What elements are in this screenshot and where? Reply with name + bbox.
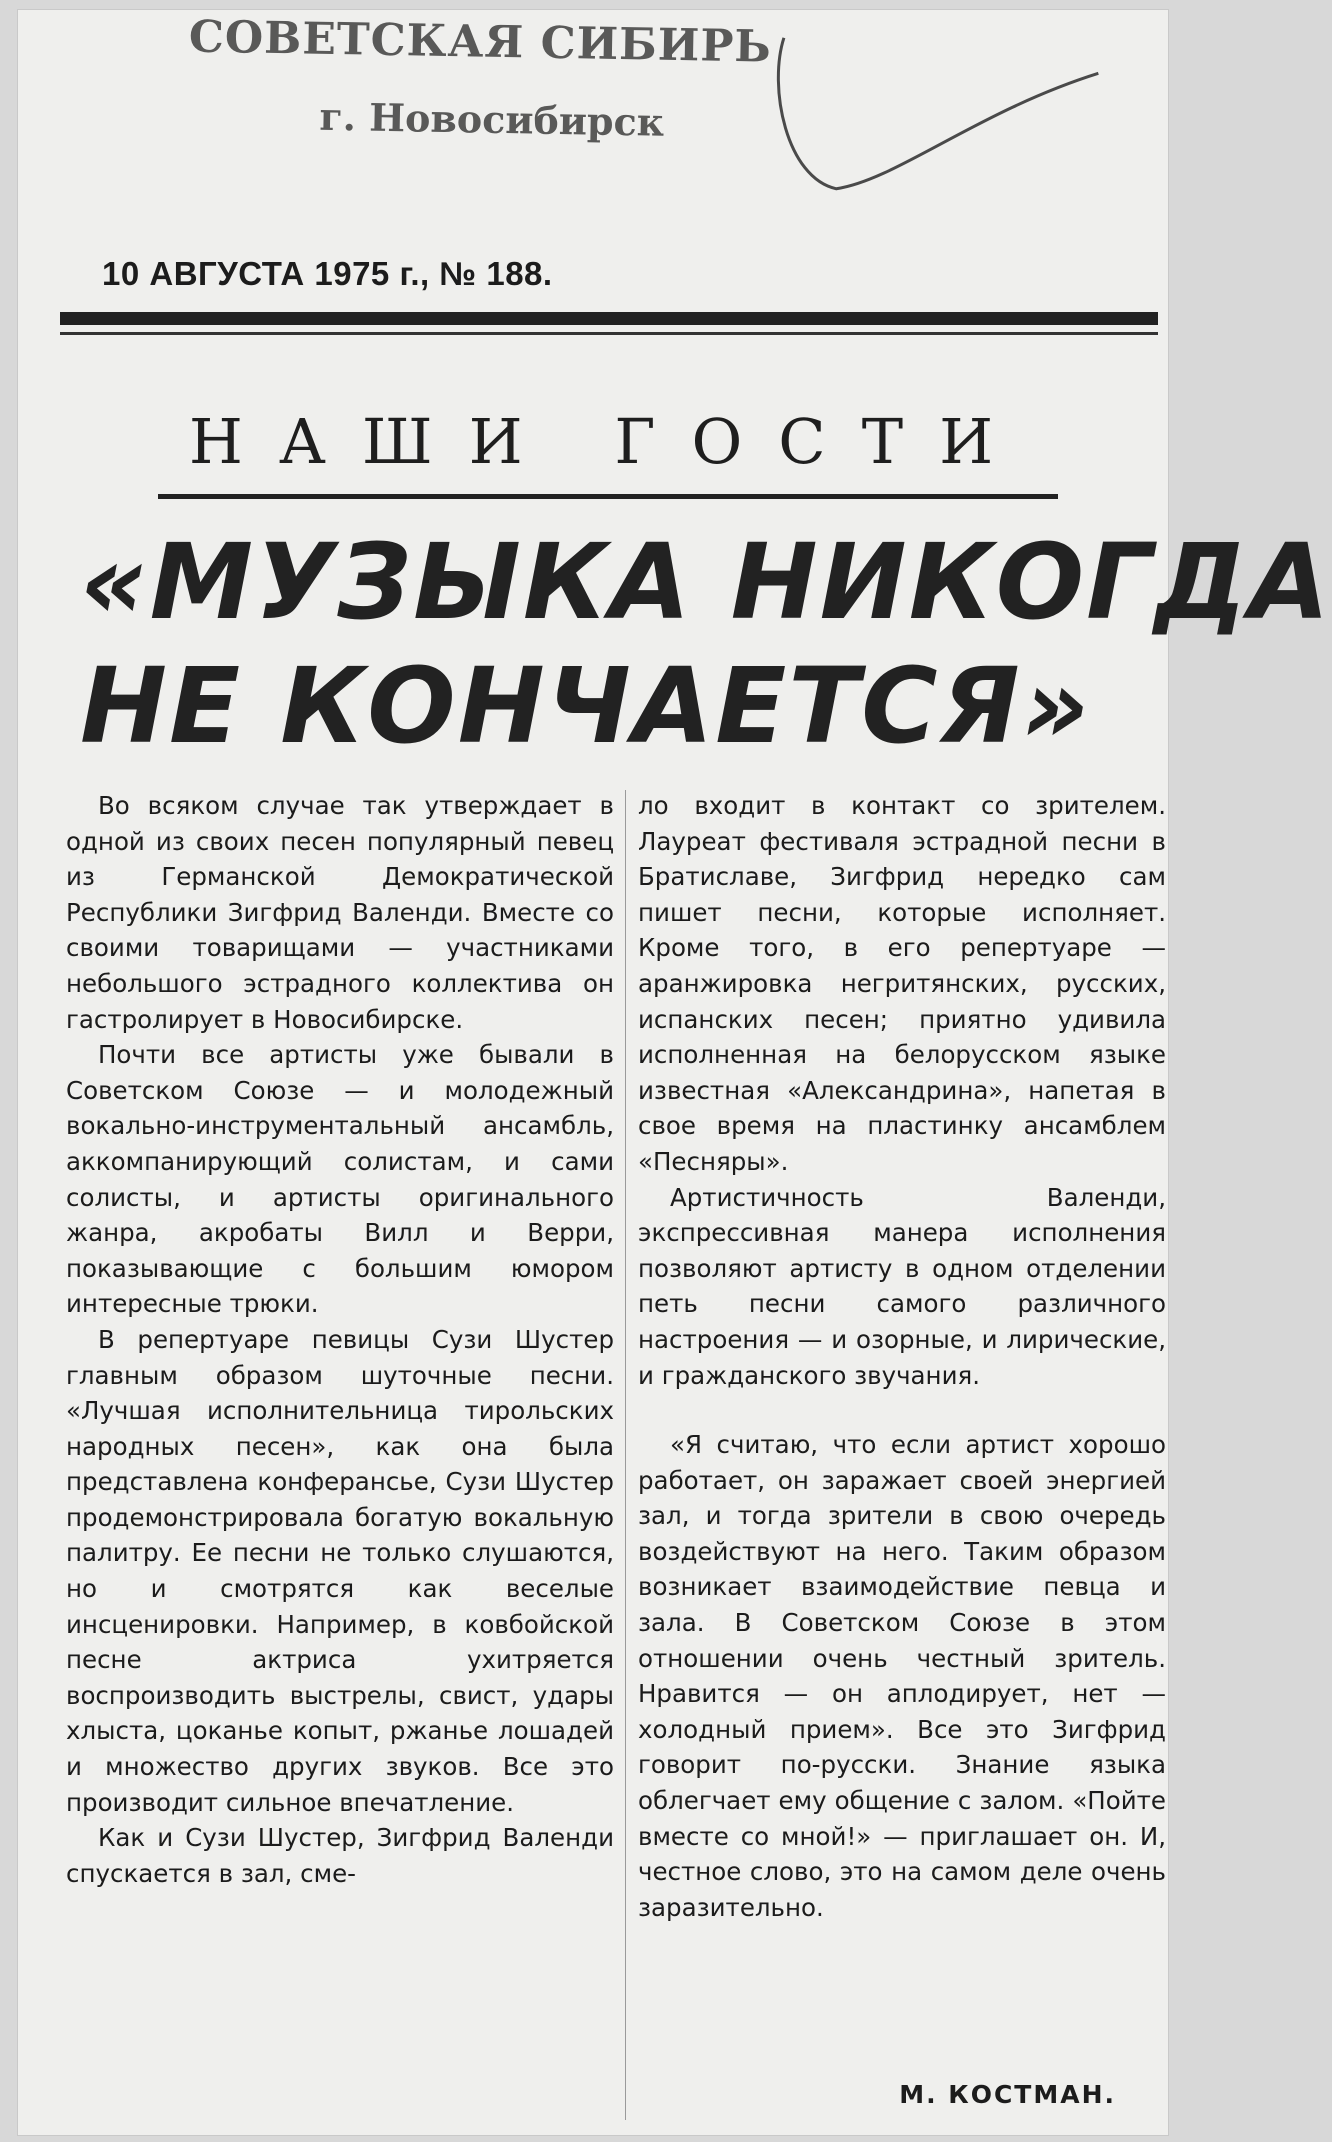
column-divider [625, 790, 626, 2120]
newspaper-stamp [187, 7, 773, 166]
stamp-city: г. Новосибирск [319, 93, 665, 145]
newspaper-clipping [18, 10, 1332, 2135]
paragraph: Как и Сузи Шустер, Зигфрид Валенди спускается в зал, сме- [66, 1823, 614, 1888]
paragraph-continued: ло входит в контакт со зрителем. Лауреат фестиваля эстрадной песни в Братиславе, Зигфрид нередко сам пишет песни, которые исполняет. Кроме того, в его репертуаре — аранжировка негритянских, русских, испанских песен; приятно удивила исполненная на белорусском языке известная «Александрина», напетая в свое время на пластинку ансамблем «Песняры». [638, 791, 1166, 1176]
header-rule-thick [60, 312, 1158, 325]
article-column-left [66, 788, 614, 1891]
paragraph: Почти все артисты уже бывали в Советском Союзе — и молодежный вокально-инструментальный ансамбль, аккомпанирующий солистам, и сами солисты, и артисты оригинального жанра, акробаты Вилл и Верри, показывающие с большим юмором интересные трюки. [66, 1040, 614, 1319]
article-column-right [638, 788, 1166, 1925]
issue-dateline: 10 АВГУСТА 1975 г., № 188. [102, 255, 553, 292]
author-signature: М. КОСТМАН. [899, 2080, 1116, 2109]
paragraph-quote: «Я считаю, что если артист хорошо работает, он заражает своей энергией зал, и тогда зрители в свою очередь воздействуют на него. Таким образом возникает взаимодействие певца и зала. В Советском Союзе в этом отношении очень честный зритель. Нравится — он аплодирует, нет — холодный прием». Все это Зигфрид говорит по-русски. Знание языка облегчает ему общение с залом. «Пойте вместе со мной!» — приглашает он. И, честное слово, это на самом деле очень заразительно. [638, 1430, 1166, 1922]
rubric-underline [158, 494, 1058, 499]
paragraph: В репертуаре певицы Сузи Шустер главным образом шуточные песни. «Лучшая исполнительница тирольских народных песен», как она была представлена конферансье, Сузи Шустер продемонстрировала богатую вокальную палитру. Ее песни не только слушаются, но и смотрятся как веселые инсценировки. Например, в ковбойской песне актриса ухитряется воспроизводить выстрелы, свист, удары хлыста, цоканье копыт, ржанье лошадей и множество других звуков. Все это производит сильное впечатление. [66, 1324, 614, 1817]
paragraph: Во всяком случае так утверждает в одной из своих песен популярный певец из Германской Демократической Республики Зигфрид Валенди. Вместе со своими товарищами — участниками небольшого эстрадного коллектива он гастролирует в Новосибирске. [66, 791, 614, 1034]
stamp-newspaper-name: СОВЕТСКАЯ СИБИРЬ [188, 11, 773, 73]
headline-line-1: «МУЗЫКА НИКОГДА [80, 521, 1332, 643]
article-headline [80, 520, 1332, 768]
headline-line-2: НЕ КОНЧАЕТСЯ» [80, 645, 1092, 767]
paragraph: Артистичность Валенди, экспрессивная манера исполнения позволяют артисту в одном отделении петь песни самого различного настроения — и озорные, и лирические, и гражданского звучания. [638, 1182, 1166, 1390]
section-rubric: НАШИ ГОСТИ [188, 405, 1030, 478]
stamp-border-curve [756, 27, 1119, 203]
header-rule-thin [60, 332, 1158, 335]
